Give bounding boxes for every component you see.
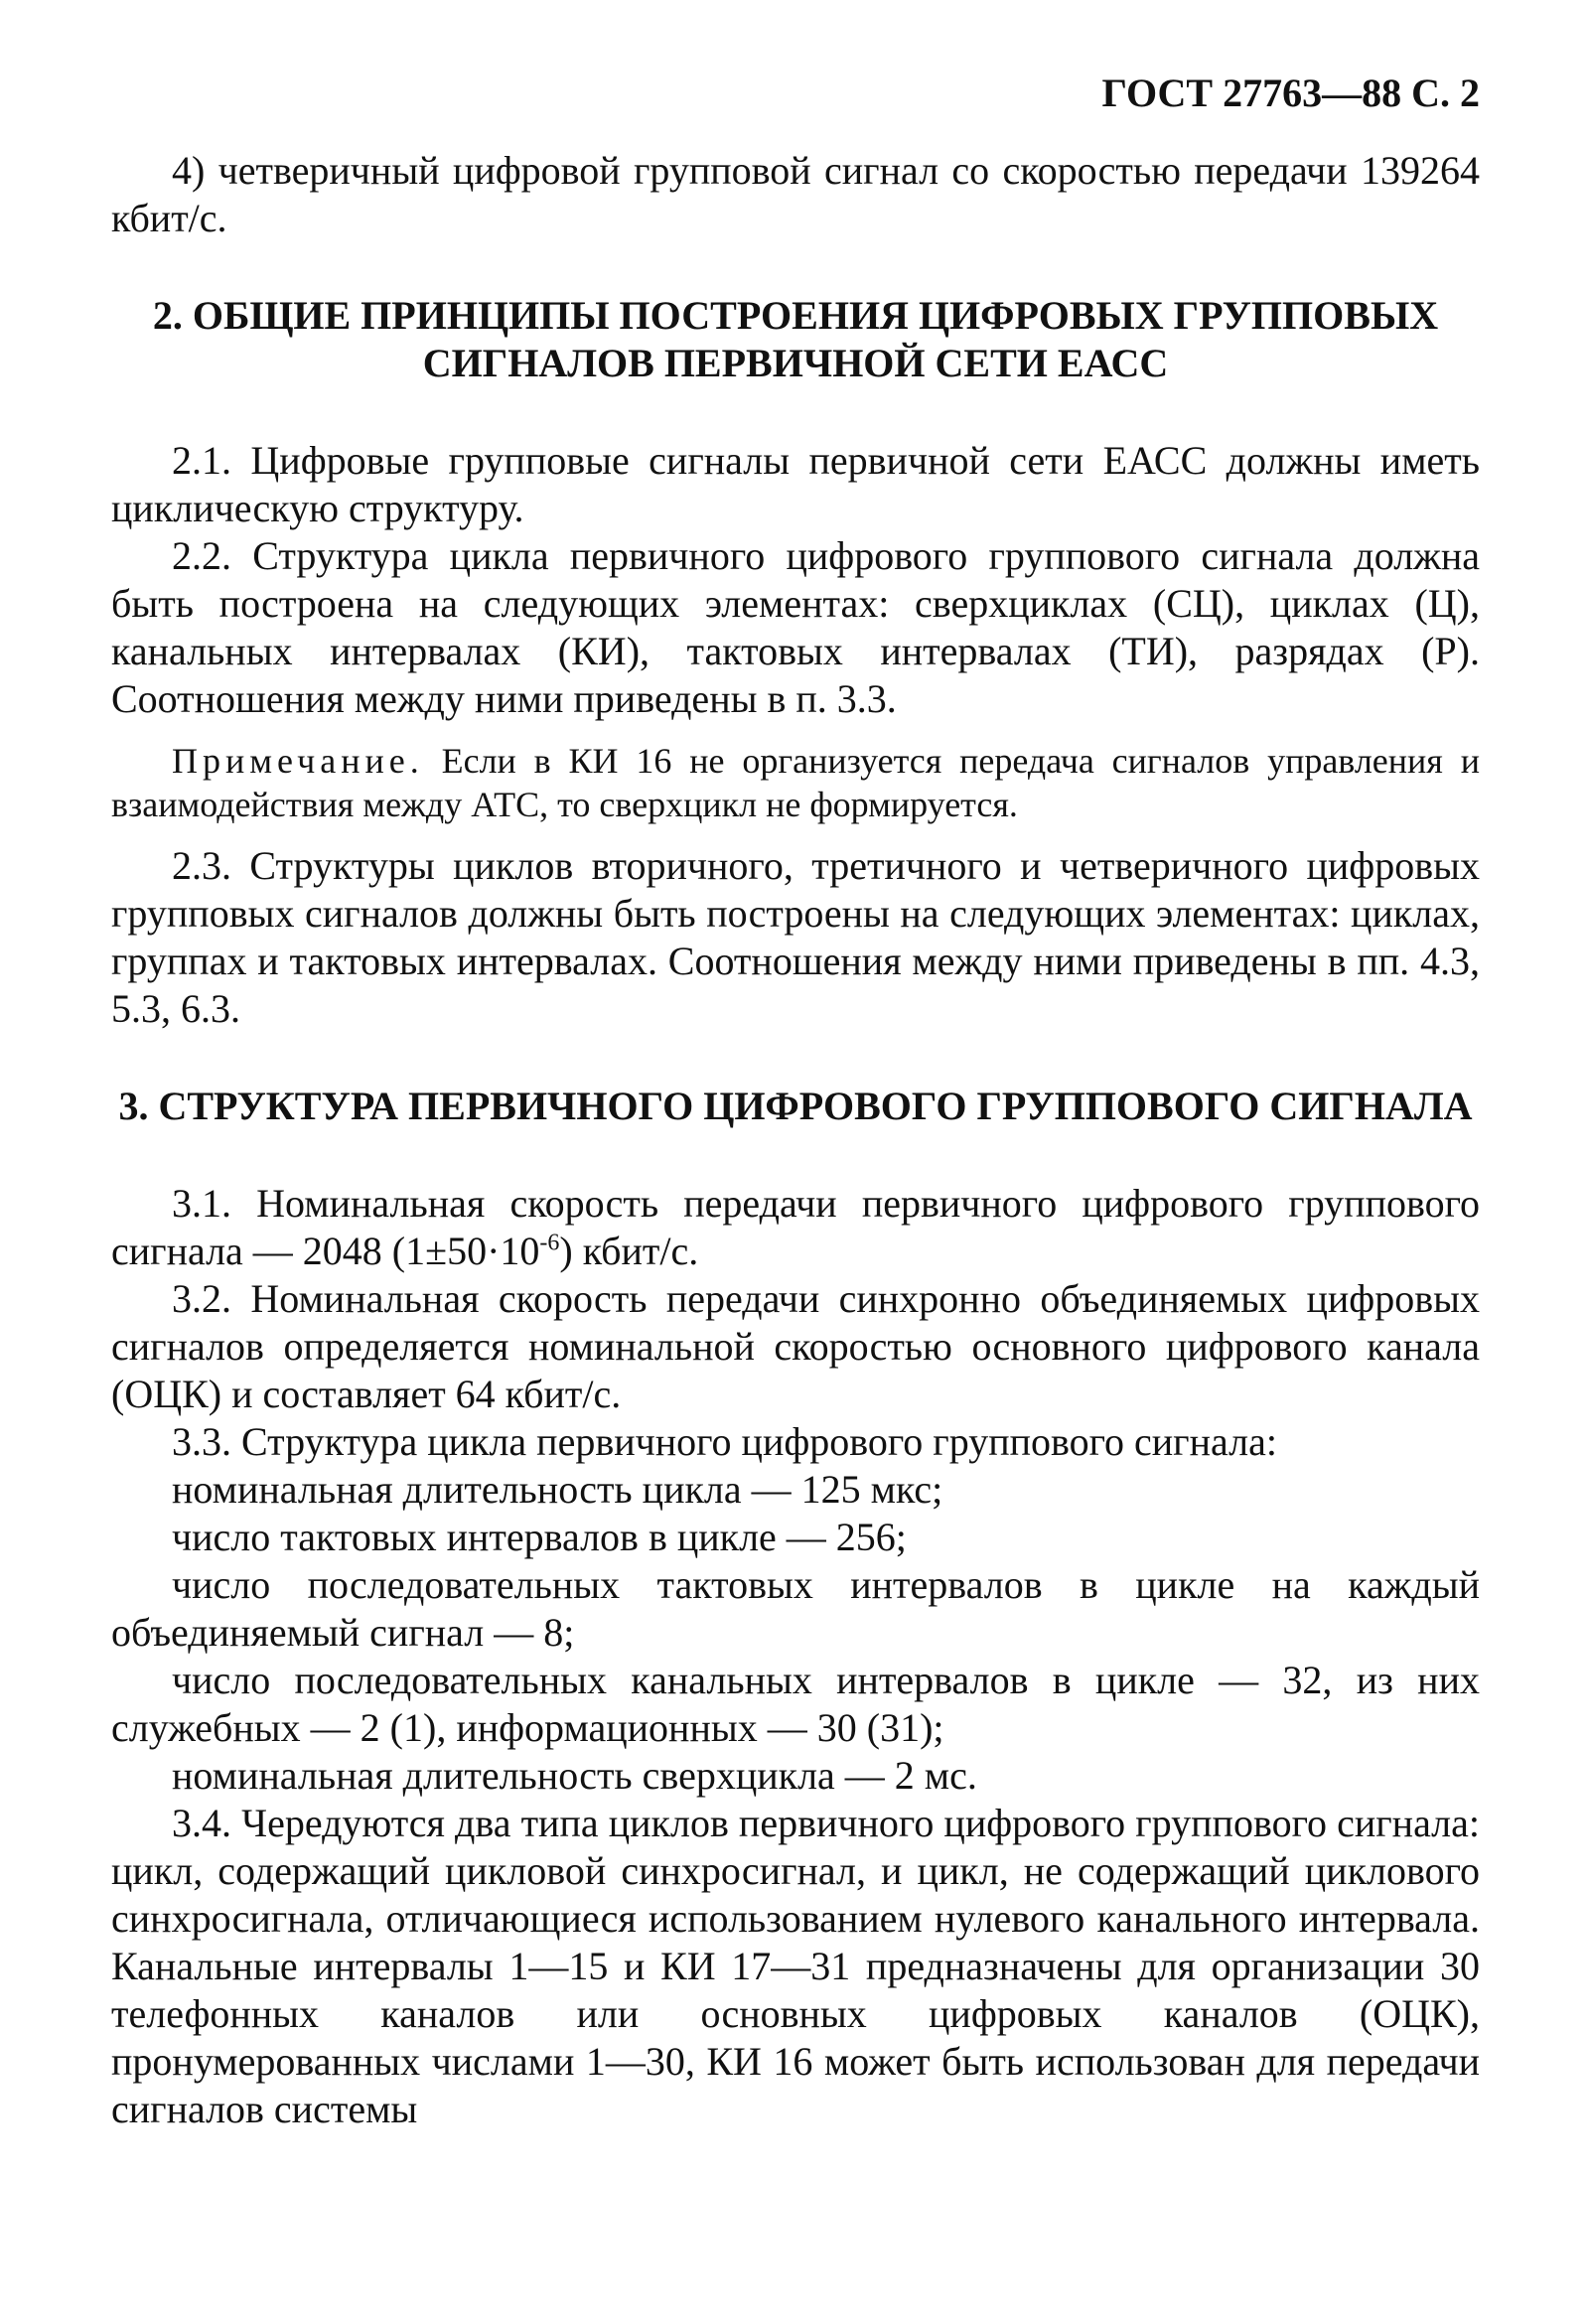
intro-item-4: 4) четверичный цифровой групповой сигнал со скоростью передачи 139264 кбит/с. [111,148,1480,240]
list-item: номинальная длительность цикла — 125 мкс; [172,1467,943,1512]
section-3-heading: 3. СТРУКТУРА ПЕРВИЧНОГО ЦИФРОВОГО ГРУППОВОГО СИГНАЛА [118,1084,1473,1128]
list-item: число последовательных тактовых интервалов в цикле на каждый объединяемый сигнал — 8; [111,1562,1480,1655]
paragraph-2-2: 2.2. Структура цикла первичного цифрового группового сигнала должна быть построена на следующих элементах: сверхциклах (СЦ), циклах (Ц), канальных интервалах (КИ), тактовых интервалах (ТИ), разрядах (Р). Соотношения между ними приведены в п. 3.3. [111,533,1480,721]
list-item: число тактовых интервалов в цикле — 256; [172,1515,907,1559]
paragraph-3-2: 3.2. Номинальная скорость передачи синхронно объединяемых цифровых сигналов определяется номинальной скоростью основного цифрового канала (ОЦК) и составляет 64 кбит/с. [111,1276,1480,1416]
paragraph-3-1 [111,1180,1480,1275]
note-label: Примечание. [172,741,424,781]
paragraph-3-1-unit: ) кбит/с. [559,1229,699,1273]
page-header: ГОСТ 27763—88 С. 2 [1101,71,1480,115]
list-item: число последовательных канальных интервалов в цикле — 32, из них служебных — 2 (1), информационных — 30 (31); [111,1658,1480,1750]
note [111,739,1480,826]
document-page [111,70,1480,2133]
section-2-heading-line-2: СИГНАЛОВ ПЕРВИЧНОЙ СЕТИ ЕАСС [422,341,1169,385]
paragraph-2-1: 2.1. Цифровые групповые сигналы первичной сети ЕАСС должны иметь циклическую структуру. [111,438,1480,530]
list-item: номинальная длительность сверхцикла — 2 мс. [172,1753,977,1798]
paragraph-3-4: 3.4. Чередуются два типа циклов первичного цифрового группового сигнала: цикл, содержащий цикловой синхросигнал, и цикл, не содержащий циклового синхросигнала, отличающиеся использованием нулевого канального интервала. Канальные интервалы 1—15 и КИ 17—31 предназначены для организации 30 телефонных каналов или основных цифровых каналов (ОЦК), пронумерованных числами 1—30, КИ 16 может быть использован для передачи сигналов системы [111,1801,1480,2131]
section-2-heading-line-1: 2. ОБЩИЕ ПРИНЦИПЫ ПОСТРОЕНИЯ ЦИФРОВЫХ ГРУППОВЫХ [152,293,1439,338]
section-2-heading [111,292,1480,387]
paragraph-3-1-exponent: -6 [539,1230,560,1256]
paragraph-3-1-text: 3.1. Номинальная скорость передачи первичного цифрового группового сигнала — 2048 (1±50·10 [111,1181,1480,1273]
paragraph-2-3: 2.3. Структуры циклов вторичного, третичного и четверичного цифровых групповых сигналов должны быть построены на следующих элементах: циклах, группах и тактовых интервалах. Соотношения между ними приведены в пп. 4.3, 5.3, 6.3. [111,843,1480,1031]
note-text: Если в КИ 16 не организуется передача сигналов управления и взаимодействия между АТС, то сверхцикл не формируется. [111,741,1480,824]
paragraph-3-3: 3.3. Структура цикла первичного цифрового группового сигнала: [172,1419,1277,1464]
